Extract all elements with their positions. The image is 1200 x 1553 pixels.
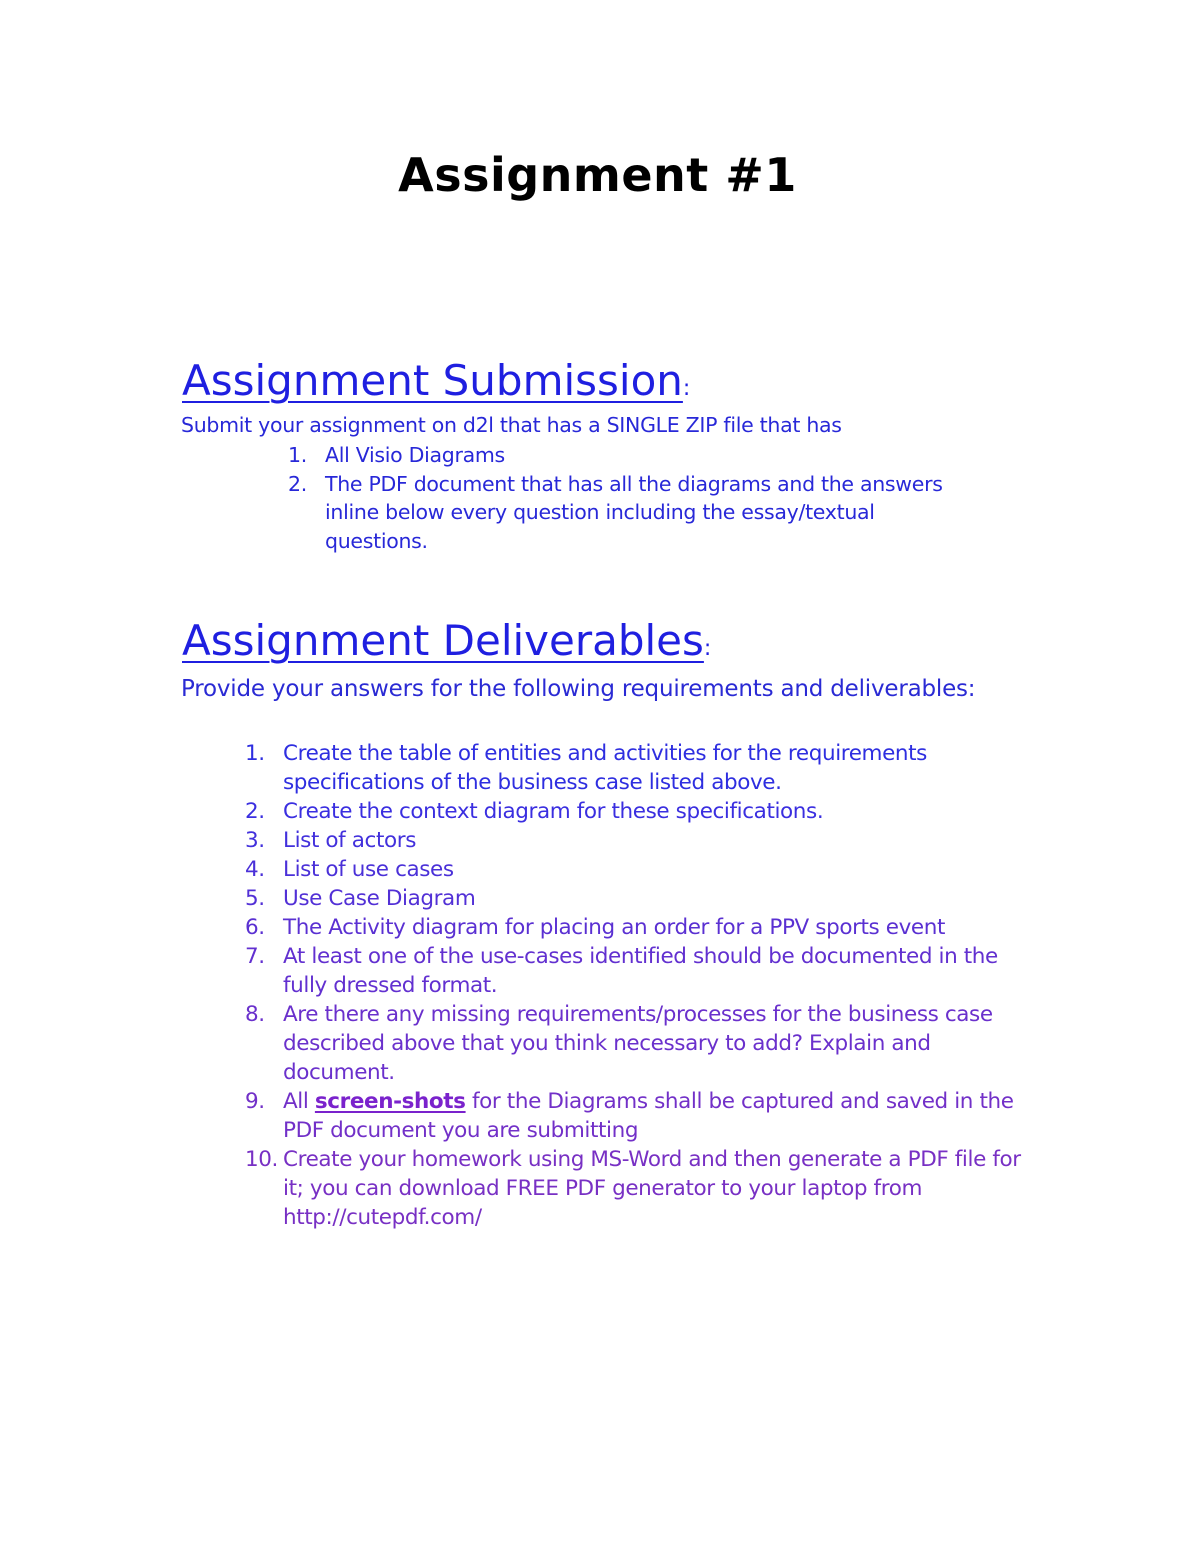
document-title: Assignment #1 [398,148,797,202]
submission-heading-colon: : [682,376,691,401]
list-item [288,441,968,470]
list-item [245,1000,1035,1087]
list-item [245,942,1035,1000]
list-item-text: List of use cases [283,857,454,882]
list-item-text-after: for the Diagrams shall be captured and saved in the PDF document you are submitting [283,1089,1014,1143]
list-number: 4. [245,857,265,882]
list-item-text: Use Case Diagram [283,886,476,911]
list-number: 3. [245,828,265,853]
list-item-text: Are there any missing requirements/processes for the business case described above that you think necessary to add? Explain and document. [283,1002,993,1085]
list-number: 1. [288,443,307,467]
list-item [245,1145,1035,1232]
deliverables-heading-text: Assignment Deliverables [182,616,704,665]
deliverables-list [245,739,1035,1232]
deliverables-heading [182,616,711,665]
list-item-text: The Activity diagram for placing an order for a PPV sports event [283,915,946,940]
list-item [245,1087,1035,1145]
list-item [245,913,1035,942]
list-number: 1. [245,741,265,766]
list-item [245,739,1035,797]
list-item [245,855,1035,884]
list-number: 5. [245,886,265,911]
list-item-text: The PDF document that has all the diagrams and the answers inline below every question including the essay/textual questions. [325,471,943,553]
submission-intro: Submit your assignment on d2l that has a SINGLE ZIP file that has [181,413,842,437]
list-number: 9. [245,1089,265,1114]
list-item-text: At least one of the use-cases identified should be documented in the fully dressed format. [283,944,998,998]
list-item-text: Create the table of entities and activities for the requirements specifications of the business case listed above. [283,741,927,795]
list-item [245,884,1035,913]
deliverables-intro: Provide your answers for the following requirements and deliverables: [181,676,976,702]
submission-heading-text: Assignment Submission [182,356,683,405]
list-item-text: Create your homework using MS-Word and then generate a PDF file for it; you can download FREE PDF generator to your laptop from http://cutepdf.com/ [283,1147,1021,1230]
list-number: 6. [245,915,265,940]
list-item [245,826,1035,855]
list-number: 2. [288,471,307,496]
list-item-text: All Visio Diagrams [325,443,505,467]
list-item-text-before: All [283,1089,315,1114]
list-item-text: List of actors [283,828,416,853]
list-number: 7. [245,944,265,969]
list-number: 10. [245,1147,278,1172]
submission-heading [182,356,690,405]
list-item [288,470,968,556]
list-item-text: Create the context diagram for these specifications. [283,799,824,824]
list-item [245,797,1035,826]
submission-list [288,441,968,555]
screen-shots-link[interactable]: screen-shots [314,1089,466,1114]
list-number: 8. [245,1002,265,1027]
deliverables-heading-colon: : [703,636,712,661]
list-number: 2. [245,799,265,824]
